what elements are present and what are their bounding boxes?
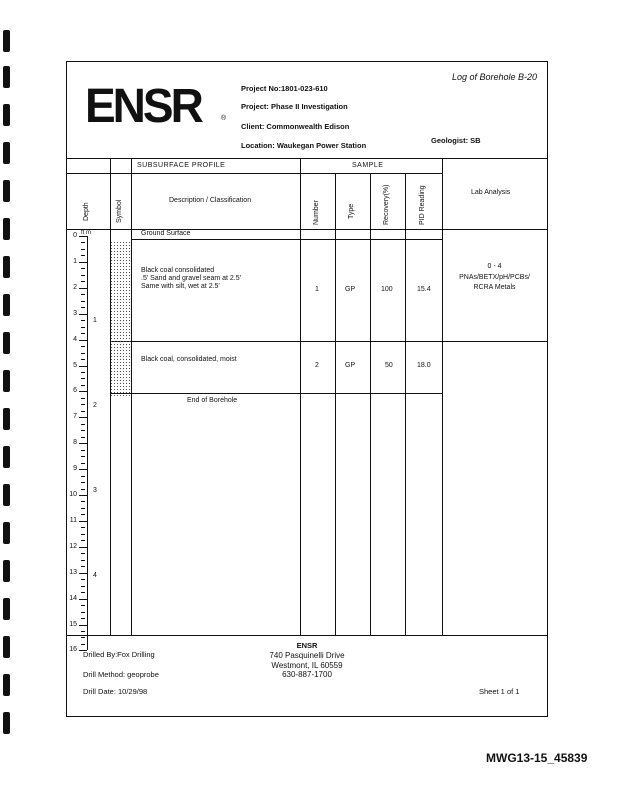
depth-minor-tick <box>81 514 85 515</box>
depth-tick <box>79 366 87 367</box>
sample-1-desc-3: Same with silt, wet at 2.5' <box>141 283 220 290</box>
address-line-1: 740 Pasquinelli Drive <box>269 651 345 660</box>
depth-ft-label: 0 <box>73 232 77 239</box>
depth-minor-tick <box>81 489 85 490</box>
binder-hole <box>3 598 10 620</box>
type-heading: Type <box>348 203 355 219</box>
depth-units: ft m <box>81 230 91 236</box>
binder-hole <box>3 332 10 354</box>
depth-tick <box>79 262 87 263</box>
depth-m-label: 1 <box>93 316 97 324</box>
depth-minor-tick <box>81 501 85 502</box>
depth-minor-tick <box>81 281 85 282</box>
depth-minor-tick <box>81 592 85 593</box>
depth-minor-tick <box>81 255 85 256</box>
depth-tick <box>79 288 87 289</box>
depth-ft-label: 11 <box>69 516 77 524</box>
binder-hole <box>3 104 10 126</box>
depth-minor-tick <box>81 398 85 399</box>
binder-hole <box>3 484 10 506</box>
depth-ft-label: 5 <box>73 361 77 369</box>
depth-minor-tick <box>81 618 85 619</box>
depth-ft-label: 13 <box>69 568 77 576</box>
depth-ft-label: 10 <box>69 491 77 498</box>
binder-hole <box>3 142 10 164</box>
sample-1-number: 1 <box>315 286 319 293</box>
lab-line-1: 0 - 4 <box>487 263 502 270</box>
sheet-number: Sheet 1 of 1 <box>479 687 520 696</box>
depth-m-label: 2 <box>93 401 97 409</box>
depth-minor-tick <box>81 385 85 386</box>
depth-tick <box>79 417 87 418</box>
sample-1-recovery: 100 <box>381 286 393 293</box>
binder-hole <box>3 636 10 658</box>
drill-method: Drill Method: geoprobe <box>83 670 159 679</box>
depth-tick <box>79 314 87 315</box>
document-id: MWG13-15_45839 <box>486 751 588 765</box>
drill-date: Drill Date: 10/29/98 <box>83 687 148 696</box>
depth-minor-tick <box>81 411 85 412</box>
sample-2-pid: 18.0 <box>417 362 431 369</box>
depth-minor-tick <box>81 463 85 464</box>
depth-minor-tick <box>81 424 85 425</box>
log-footer <box>67 635 547 717</box>
depth-m-label: 3 <box>93 486 97 494</box>
lab-line-3: RCRA Metals <box>473 284 516 291</box>
project-number: Project No:1801-023-610 <box>241 84 328 93</box>
sample-1-pid: 15.4 <box>417 286 431 293</box>
depth-tick <box>79 236 87 237</box>
sample-heading: SAMPLE <box>352 162 384 169</box>
sample-1-type: GP <box>345 286 356 293</box>
depth-minor-tick <box>81 534 85 535</box>
depth-tick <box>79 443 87 444</box>
depth-minor-tick <box>81 275 85 276</box>
ground-surface-label: Ground Surface <box>141 230 191 237</box>
depth-minor-tick <box>81 346 85 347</box>
address-line-2: Westmont, IL 60559 <box>271 661 343 670</box>
depth-axis <box>87 236 88 650</box>
pid-heading: PID Reading <box>419 185 426 225</box>
depth-minor-tick <box>81 540 85 541</box>
depth-minor-tick <box>81 430 85 431</box>
binder-hole <box>3 712 10 734</box>
depth-ft-label: 9 <box>73 465 77 473</box>
recovery-heading: Recovery(%) <box>383 184 390 225</box>
symbol-heading: Symbol <box>116 199 123 223</box>
depth-ft-label: 4 <box>73 335 77 343</box>
binder-hole <box>3 522 10 544</box>
binder-hole <box>3 370 10 392</box>
binder-hole <box>3 560 10 582</box>
ensr-logo: ENSR <box>85 77 201 133</box>
depth-minor-tick <box>81 527 85 528</box>
depth-minor-tick <box>81 482 85 483</box>
depth-ft-label: 15 <box>69 620 77 628</box>
depth-minor-tick <box>81 450 85 451</box>
depth-minor-tick <box>81 294 85 295</box>
end-of-borehole-label: End of Borehole <box>187 397 238 404</box>
depth-minor-tick <box>81 456 85 457</box>
project-name: Project: Phase II Investigation <box>241 102 348 111</box>
sample-2-number: 2 <box>315 362 319 369</box>
depth-minor-tick <box>81 301 85 302</box>
depth-minor-tick <box>81 437 85 438</box>
depth-ft-label: 16 <box>69 646 77 654</box>
depth-ft-label: 8 <box>73 439 77 447</box>
depth-ft-label: 3 <box>73 309 77 317</box>
depth-ft-label: 2 <box>73 283 77 291</box>
depth-minor-tick <box>81 353 85 354</box>
depth-ft-label: 1 <box>73 257 77 265</box>
depth-minor-tick <box>81 359 85 360</box>
phone: 630-887-1700 <box>282 670 332 679</box>
binder-hole <box>3 446 10 468</box>
depth-tick <box>79 521 87 522</box>
lab-analysis-heading: Lab Analysis <box>471 189 511 196</box>
depth-minor-tick <box>81 320 85 321</box>
binder-hole <box>3 180 10 202</box>
depth-minor-tick <box>81 333 85 334</box>
depth-minor-tick <box>81 327 85 328</box>
depth-minor-tick <box>81 579 85 580</box>
depth-tick <box>79 391 87 392</box>
depth-minor-tick <box>81 566 85 567</box>
sample-1-desc-2: .5' Sand and gravel seam at 2.5' <box>141 275 241 282</box>
sample-2-recovery: 50 <box>385 362 393 369</box>
soil-symbol-pattern <box>110 241 131 396</box>
depth-tick <box>79 625 87 626</box>
depth-tick <box>79 340 87 341</box>
subsurface-profile-heading: SUBSURFACE PROFILE <box>137 162 226 169</box>
geologist: Geologist: SB <box>431 136 481 145</box>
sample-2-type: GP <box>345 362 356 369</box>
log-title: Log of Borehole B-20 <box>451 72 537 82</box>
client: Client: Commonwealth Edison <box>241 122 350 131</box>
binder-hole <box>3 674 10 696</box>
depth-tick <box>79 599 87 600</box>
depth-minor-tick <box>81 553 85 554</box>
description-heading: Description / Classification <box>169 197 252 204</box>
depth-tick <box>79 469 87 470</box>
registered-mark: ® <box>221 115 227 122</box>
depth-ft-label: 12 <box>69 542 77 550</box>
depth-minor-tick <box>81 378 85 379</box>
depth-ft-label: 6 <box>73 387 77 395</box>
depth-minor-tick <box>81 508 85 509</box>
depth-minor-tick <box>81 560 85 561</box>
depth-minor-tick <box>81 476 85 477</box>
binder-hole <box>3 408 10 430</box>
location: Location: Waukegan Power Station <box>241 141 367 150</box>
depth-minor-tick <box>81 612 85 613</box>
depth-tick <box>79 573 87 574</box>
depth-m-label: 4 <box>93 571 97 579</box>
binder-hole <box>3 256 10 278</box>
binder-hole <box>3 218 10 240</box>
sample-2-desc-1: Black coal, consolidated, moist <box>141 356 237 363</box>
depth-minor-tick <box>81 586 85 587</box>
depth-minor-tick <box>81 268 85 269</box>
depth-tick <box>79 547 87 548</box>
company-name: ENSR <box>296 641 318 650</box>
borehole-log-sheet <box>66 61 548 717</box>
depth-minor-tick <box>81 372 85 373</box>
depth-minor-tick <box>81 605 85 606</box>
depth-minor-tick <box>81 307 85 308</box>
depth-ft-label: 7 <box>73 413 77 421</box>
depth-minor-tick <box>81 242 85 243</box>
number-heading: Number <box>313 200 320 225</box>
binder-hole <box>3 294 10 316</box>
binder-hole <box>3 66 10 88</box>
depth-minor-tick <box>81 631 85 632</box>
depth-tick <box>79 495 87 496</box>
drilled-by: Drilled By:Fox Drilling <box>83 650 155 659</box>
depth-heading: Depth <box>83 202 90 221</box>
binder-hole <box>3 30 10 52</box>
depth-ft-label: 14 <box>69 594 77 602</box>
depth-minor-tick <box>81 249 85 250</box>
lab-line-2: PNAs/BETX/pH/PCBs/ <box>459 274 530 281</box>
depth-minor-tick <box>81 404 85 405</box>
sample-1-desc-1: Black coal consolidated <box>141 267 215 274</box>
